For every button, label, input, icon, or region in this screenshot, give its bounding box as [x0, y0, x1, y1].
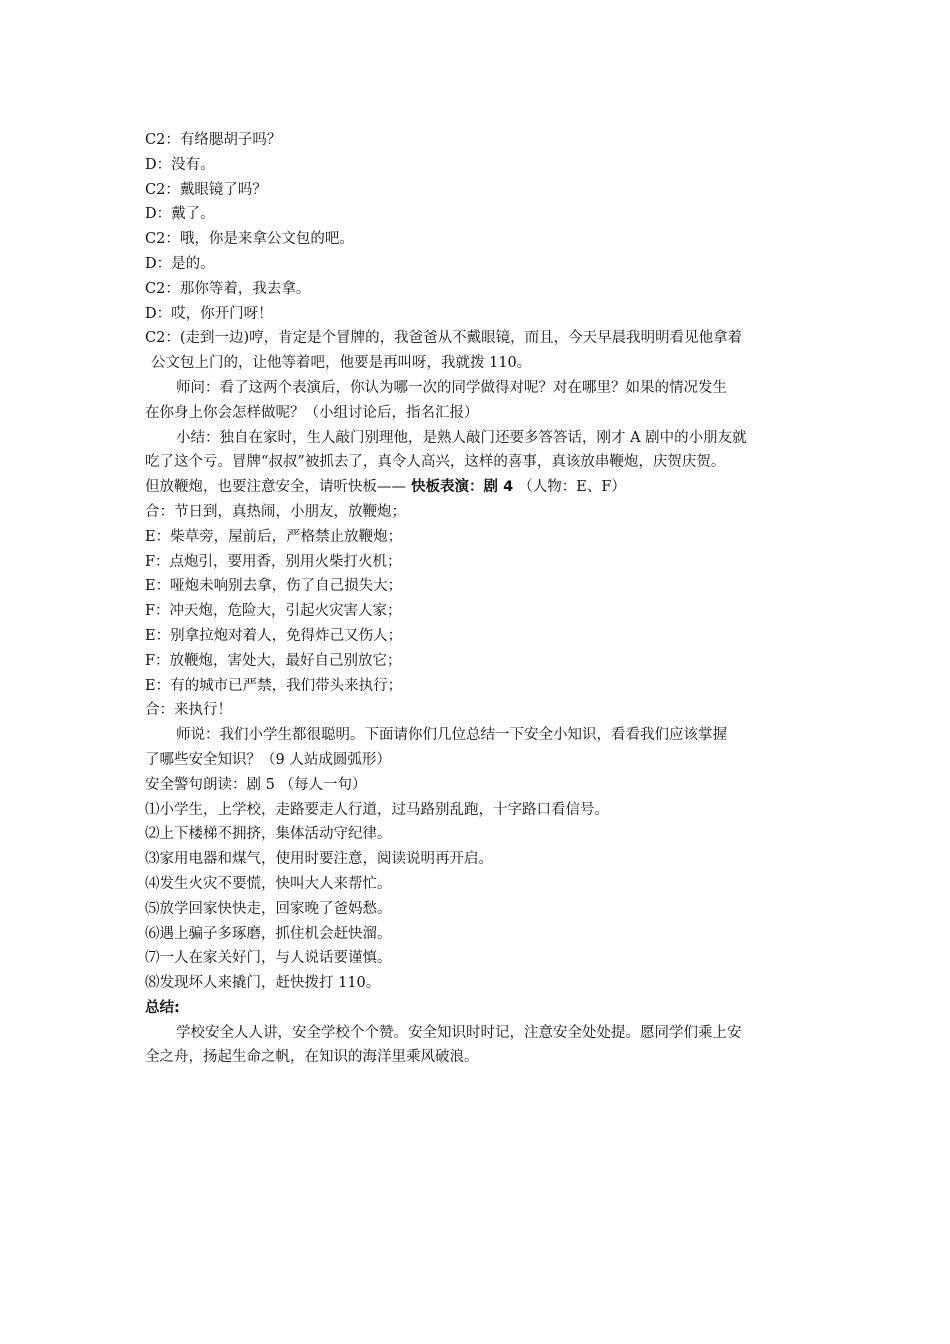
dialogue-block	[145, 128, 813, 326]
paragraph-line: 公文包上门的，让他等着吧，他要是再叫呀，我就拨 110。	[151, 355, 532, 372]
slogan-item: ⑵上下楼梯不拥挤，集体活动守纪律。	[145, 826, 392, 843]
dialogue-line: C2：那你等着，我去拿。	[145, 280, 311, 297]
paragraph-line: 学校安全人人讲，安全学校个个赞。安全知识时时记，注意安全处处提。愿同学们乘上安	[176, 1024, 742, 1041]
slogan-item: ⑶家用电器和煤气，使用时要注意，阅读说明再开启。	[145, 851, 493, 868]
paragraph-line: 小结：独自在家时，生人敲门别理他，是熟人敲门还要多答答话，刚才 A 剧中的小朋友就	[176, 429, 747, 446]
kuaiban-intro-lead: 但放鞭炮，也要注意安全，请听快板——	[145, 479, 406, 496]
summary-paragraph	[145, 426, 813, 500]
kuaiban-title: 快板表演：剧 4	[406, 479, 519, 496]
kuaiban-roles: （人物：E、F）	[518, 479, 626, 496]
conclusion-heading: 总结:	[145, 999, 180, 1016]
slogan-item: ⑴小学生，上学校，走路要走人行道，过马路别乱跑，十字路口看信号。	[145, 801, 609, 818]
kuaiban-line: E：柴草旁，屋前后，严格禁止放鞭炮；	[145, 528, 403, 545]
dialogue-line: D：没有。	[145, 156, 215, 173]
kuaiban-line: E：有的城市已严禁，我们带头来执行；	[145, 677, 403, 694]
dialogue-line: D：哎，你开门呀！	[145, 305, 273, 322]
dialogue-line: C2：有络腮胡子吗？	[145, 132, 282, 148]
paragraph-line: 了哪些安全知识？（9 人站成圆弧形）	[145, 751, 391, 768]
paragraph-line: C2：(走到一边)哼，肯定是个冒牌的，我爸爸从不戴眼镜，而且，今天早晨我明明看见他拿着	[145, 330, 743, 347]
document-body	[145, 128, 813, 1070]
dialogue-line: D：戴了。	[145, 206, 215, 223]
kuaiban-line: 合：来执行！	[145, 702, 232, 719]
kuaiban-line: F：冲天炮，危险大，引起火灾害人家；	[145, 603, 402, 620]
paragraph-line: 在你身上你会怎样做呢？（小组讨论后，指名汇报）	[145, 404, 479, 421]
dialogue-line: D：是的。	[145, 255, 215, 272]
slogan-item: ⑺一人在家关好门，与人说话要谨慎。	[145, 950, 392, 967]
slogan-item: ⑸放学回家快快走，回家晚了爸妈愁。	[145, 900, 392, 917]
slogan-block	[145, 773, 813, 996]
kuaiban-line: 合：节日到，真热闹，小朋友，放鞭炮；	[145, 503, 406, 520]
conclusion-block	[145, 996, 813, 1070]
slogan-item: ⑹遇上骗子多琢磨，抓住机会赶快溜。	[145, 925, 392, 942]
teacher-question-paragraph	[145, 376, 813, 426]
kuaiban-block	[145, 500, 813, 723]
slogan-item: ⑻发现坏人来撬门，赶快拨打 110。	[145, 975, 381, 992]
kuaiban-line: F：点炮引，要用香，别用火柴打火机；	[145, 553, 402, 570]
paragraph-line: 师说：我们小学生都很聪明。下面请你们几位总结一下安全小知识，看看我们应该掌握	[176, 727, 727, 744]
dialogue-line: C2：哦，你是来拿公文包的吧。	[145, 231, 354, 248]
kuaiban-line: F：放鞭炮，害处大，最好自己别放它；	[145, 652, 402, 669]
slogan-title: 安全警句朗读：剧 5 （每人一句）	[145, 776, 367, 793]
paragraph-line: 师问：看了这两个表演后，你认为哪一次的同学做得对呢？对在哪里？如果的情况发生	[176, 379, 727, 396]
kuaiban-line: E：别拿拉炮对着人，免得炸己又伤人；	[145, 627, 403, 644]
teacher-say-paragraph	[145, 723, 813, 773]
slogan-item: ⑷发生火灾不要慌，快叫大人来帮忙。	[145, 875, 392, 892]
paragraph-line: 吃了这个亏。冒牌“叔叔”被抓去了，真令人高兴，这样的喜事，真该放串鞭炮，庆贺庆贺。	[145, 454, 726, 471]
paragraph-line: 全之舟，扬起生命之帆，在知识的海洋里乘风破浪。	[145, 1049, 479, 1066]
c2-paragraph	[145, 326, 813, 376]
kuaiban-intro-line	[145, 475, 813, 500]
dialogue-line: C2：戴眼镜了吗？	[145, 181, 267, 198]
kuaiban-line: E：哑炮未响别去拿，伤了自己损失大；	[145, 578, 403, 595]
